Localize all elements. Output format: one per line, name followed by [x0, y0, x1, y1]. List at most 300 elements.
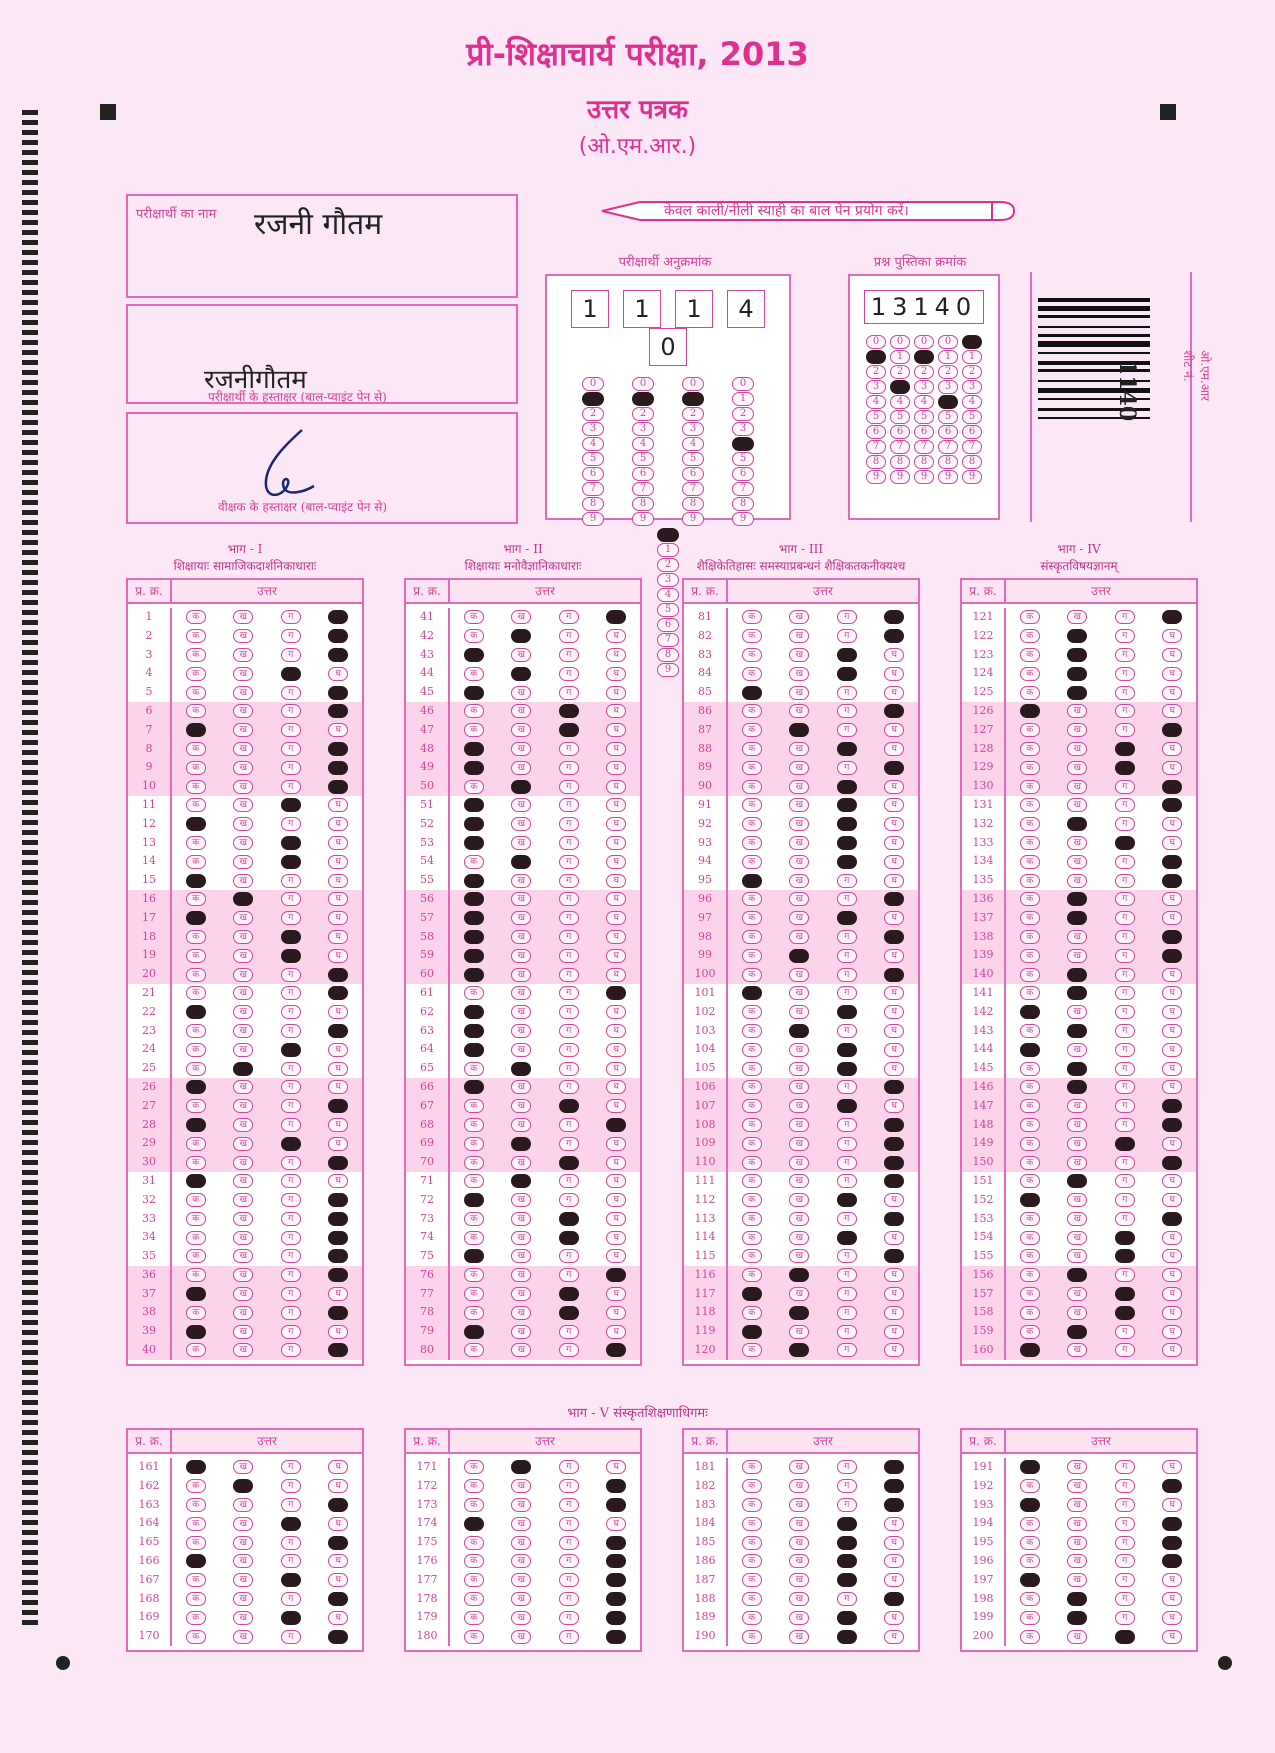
answer-bubble[interactable]: क	[1020, 1554, 1040, 1568]
answer-bubble[interactable]: क	[464, 1062, 484, 1076]
answer-bubble[interactable]: ग	[281, 1287, 301, 1301]
answer-bubble[interactable]: ख	[1067, 1212, 1087, 1226]
answer-bubble[interactable]: ख	[1067, 1498, 1087, 1512]
answer-bubble[interactable]: क	[1020, 648, 1040, 662]
answer-bubble[interactable]: क	[1020, 1498, 1040, 1512]
answer-bubble[interactable]: क	[186, 1062, 206, 1076]
answer-bubble[interactable]: ख	[233, 1193, 253, 1207]
digit-bubble[interactable]: 1	[866, 350, 886, 364]
digit-bubble[interactable]: 8	[866, 455, 886, 469]
answer-bubble[interactable]: ख	[233, 1212, 253, 1226]
answer-bubble[interactable]: घ	[1162, 1043, 1182, 1057]
answer-bubble[interactable]: घ	[1162, 686, 1182, 700]
answer-bubble[interactable]: घ	[1162, 1024, 1182, 1038]
answer-bubble[interactable]: घ	[884, 1024, 904, 1038]
digit-bubble[interactable]: 4	[962, 395, 982, 409]
answer-bubble[interactable]: ग	[1115, 911, 1135, 925]
answer-bubble[interactable]: ग	[1115, 610, 1135, 624]
answer-bubble[interactable]: क	[464, 1536, 484, 1550]
answer-bubble[interactable]: ख	[511, 1118, 531, 1132]
answer-bubble[interactable]: क	[1020, 1249, 1040, 1263]
answer-bubble[interactable]: ख	[789, 1062, 809, 1076]
answer-bubble[interactable]: घ	[884, 1005, 904, 1019]
answer-bubble[interactable]: घ	[606, 817, 626, 831]
answer-bubble[interactable]: घ	[328, 1118, 348, 1132]
digit-bubble[interactable]: 5	[582, 452, 604, 466]
digit-bubble[interactable]: 7	[732, 482, 754, 496]
answer-bubble[interactable]: ख	[511, 648, 531, 662]
answer-bubble[interactable]: क	[464, 742, 484, 756]
answer-bubble[interactable]: ख	[233, 836, 253, 850]
answer-bubble[interactable]: ग	[1115, 930, 1135, 944]
answer-bubble[interactable]: घ	[606, 1174, 626, 1188]
answer-bubble[interactable]: घ	[606, 1249, 626, 1263]
answer-bubble[interactable]: घ	[606, 798, 626, 812]
answer-bubble[interactable]: ख	[1067, 723, 1087, 737]
answer-bubble[interactable]: क	[742, 949, 762, 963]
answer-bubble[interactable]: ख	[1067, 1268, 1087, 1282]
answer-bubble[interactable]: क	[464, 1592, 484, 1606]
answer-bubble[interactable]: ख	[233, 723, 253, 737]
answer-bubble[interactable]: घ	[884, 1118, 904, 1132]
answer-bubble[interactable]: घ	[328, 1536, 348, 1550]
answer-bubble[interactable]: ख	[1067, 1024, 1087, 1038]
answer-bubble[interactable]: घ	[606, 648, 626, 662]
answer-bubble[interactable]: ग	[559, 1517, 579, 1531]
answer-bubble[interactable]: क	[1020, 667, 1040, 681]
answer-bubble[interactable]: ग	[559, 723, 579, 737]
answer-bubble[interactable]: क	[742, 704, 762, 718]
answer-bubble[interactable]: क	[186, 1043, 206, 1057]
answer-bubble[interactable]: घ	[884, 648, 904, 662]
answer-bubble[interactable]: घ	[328, 1517, 348, 1531]
answer-bubble[interactable]: ख	[789, 1479, 809, 1493]
answer-bubble[interactable]: क	[1020, 1325, 1040, 1339]
answer-bubble[interactable]: ग	[837, 1099, 857, 1113]
answer-bubble[interactable]: ख	[511, 1231, 531, 1245]
answer-bubble[interactable]: ग	[1115, 798, 1135, 812]
answer-bubble[interactable]: ख	[511, 1268, 531, 1282]
answer-bubble[interactable]: ख	[233, 704, 253, 718]
answer-bubble[interactable]: ख	[1067, 855, 1087, 869]
answer-bubble[interactable]: ख	[233, 1287, 253, 1301]
answer-bubble[interactable]: ग	[837, 1005, 857, 1019]
answer-bubble[interactable]: क	[1020, 1536, 1040, 1550]
answer-bubble[interactable]: ग	[837, 1174, 857, 1188]
answer-bubble[interactable]: क	[1020, 817, 1040, 831]
answer-bubble[interactable]: क	[186, 930, 206, 944]
digit-bubble[interactable]: 7	[682, 482, 704, 496]
answer-bubble[interactable]: क	[742, 836, 762, 850]
digit-bubble[interactable]: 1	[632, 392, 654, 406]
answer-bubble[interactable]: ग	[559, 780, 579, 794]
answer-bubble[interactable]: घ	[328, 1498, 348, 1512]
digit-bubble[interactable]: 0	[890, 335, 910, 349]
digit-bubble[interactable]: 7	[657, 633, 679, 647]
answer-bubble[interactable]: ग	[559, 1611, 579, 1625]
answer-bubble[interactable]: ख	[789, 1498, 809, 1512]
answer-bubble[interactable]: ख	[511, 1156, 531, 1170]
answer-bubble[interactable]: क	[742, 1156, 762, 1170]
answer-bubble[interactable]: ग	[559, 1174, 579, 1188]
answer-bubble[interactable]: ग	[837, 968, 857, 982]
answer-bubble[interactable]: ग	[281, 1099, 301, 1113]
answer-bubble[interactable]: ख	[1067, 1343, 1087, 1357]
answer-bubble[interactable]: घ	[606, 1325, 626, 1339]
answer-bubble[interactable]: ग	[1115, 1268, 1135, 1282]
answer-bubble[interactable]: ग	[1115, 949, 1135, 963]
answer-bubble[interactable]: क	[1020, 704, 1040, 718]
answer-bubble[interactable]: ख	[233, 1479, 253, 1493]
answer-bubble[interactable]: ग	[837, 1573, 857, 1587]
answer-bubble[interactable]: ख	[233, 1630, 253, 1644]
answer-bubble[interactable]: क	[186, 1118, 206, 1132]
digit-bubble[interactable]: 8	[582, 497, 604, 511]
answer-bubble[interactable]: क	[186, 1005, 206, 1019]
answer-bubble[interactable]: क	[742, 648, 762, 662]
answer-bubble[interactable]: ग	[281, 1137, 301, 1151]
digit-bubble[interactable]: 1	[582, 392, 604, 406]
answer-bubble[interactable]: घ	[606, 742, 626, 756]
answer-bubble[interactable]: घ	[1162, 817, 1182, 831]
answer-bubble[interactable]: ख	[233, 686, 253, 700]
answer-bubble[interactable]: ख	[1067, 742, 1087, 756]
answer-bubble[interactable]: घ	[606, 949, 626, 963]
answer-bubble[interactable]: क	[1020, 1573, 1040, 1587]
answer-bubble[interactable]: क	[1020, 1592, 1040, 1606]
answer-bubble[interactable]: ख	[511, 798, 531, 812]
answer-bubble[interactable]: घ	[1162, 648, 1182, 662]
answer-bubble[interactable]: घ	[606, 1592, 626, 1606]
answer-bubble[interactable]: ग	[837, 629, 857, 643]
answer-bubble[interactable]: क	[742, 1536, 762, 1550]
answer-bubble[interactable]: ग	[837, 1231, 857, 1245]
answer-bubble[interactable]: ग	[281, 1212, 301, 1226]
answer-bubble[interactable]: ग	[559, 629, 579, 643]
answer-bubble[interactable]: ख	[789, 1174, 809, 1188]
answer-bubble[interactable]: ग	[1115, 1343, 1135, 1357]
answer-bubble[interactable]: घ	[606, 1287, 626, 1301]
answer-bubble[interactable]: ग	[559, 930, 579, 944]
answer-bubble[interactable]: ग	[559, 1043, 579, 1057]
answer-bubble[interactable]: ग	[837, 1024, 857, 1038]
digit-bubble[interactable]: 9	[632, 512, 654, 526]
answer-bubble[interactable]: ख	[233, 1536, 253, 1550]
answer-bubble[interactable]: ग	[281, 1043, 301, 1057]
answer-bubble[interactable]: क	[1020, 836, 1040, 850]
answer-bubble[interactable]: घ	[328, 1592, 348, 1606]
answer-bubble[interactable]: क	[742, 911, 762, 925]
answer-bubble[interactable]: ग	[281, 1156, 301, 1170]
answer-bubble[interactable]: घ	[328, 629, 348, 643]
answer-bubble[interactable]: ग	[1115, 629, 1135, 643]
answer-bubble[interactable]: क	[1020, 930, 1040, 944]
answer-bubble[interactable]: ख	[1067, 1287, 1087, 1301]
answer-bubble[interactable]: क	[464, 1611, 484, 1625]
answer-bubble[interactable]: ख	[789, 1306, 809, 1320]
answer-bubble[interactable]: क	[186, 1554, 206, 1568]
answer-bubble[interactable]: ख	[789, 1249, 809, 1263]
answer-bubble[interactable]: ग	[559, 704, 579, 718]
answer-bubble[interactable]: ग	[281, 1343, 301, 1357]
answer-bubble[interactable]: ग	[1115, 1479, 1135, 1493]
answer-bubble[interactable]: क	[742, 1137, 762, 1151]
answer-bubble[interactable]: घ	[328, 1137, 348, 1151]
answer-bubble[interactable]: ग	[281, 1325, 301, 1339]
answer-bubble[interactable]: क	[464, 968, 484, 982]
digit-bubble[interactable]: 6	[938, 425, 958, 439]
answer-bubble[interactable]: क	[1020, 1268, 1040, 1282]
answer-bubble[interactable]: घ	[1162, 1536, 1182, 1550]
answer-bubble[interactable]: ग	[837, 610, 857, 624]
answer-bubble[interactable]: क	[1020, 780, 1040, 794]
answer-bubble[interactable]: क	[186, 1536, 206, 1550]
answer-bubble[interactable]: घ	[328, 1630, 348, 1644]
answer-bubble[interactable]: ख	[511, 1573, 531, 1587]
answer-bubble[interactable]: ख	[789, 761, 809, 775]
answer-bubble[interactable]: क	[186, 1592, 206, 1606]
answer-bubble[interactable]: ख	[1067, 610, 1087, 624]
answer-bubble[interactable]: घ	[328, 1268, 348, 1282]
answer-bubble[interactable]: ग	[559, 1005, 579, 1019]
answer-bubble[interactable]: ख	[789, 1343, 809, 1357]
answer-bubble[interactable]: ख	[1067, 1005, 1087, 1019]
answer-bubble[interactable]: ख	[511, 986, 531, 1000]
answer-bubble[interactable]: घ	[606, 1498, 626, 1512]
answer-bubble[interactable]: ख	[511, 1325, 531, 1339]
answer-bubble[interactable]: ग	[837, 742, 857, 756]
answer-bubble[interactable]: ख	[511, 892, 531, 906]
answer-bubble[interactable]: ग	[559, 892, 579, 906]
answer-bubble[interactable]: ख	[233, 1343, 253, 1357]
answer-bubble[interactable]: क	[742, 723, 762, 737]
digit-bubble[interactable]: 3	[732, 422, 754, 436]
answer-bubble[interactable]: घ	[328, 1554, 348, 1568]
answer-bubble[interactable]: ग	[281, 949, 301, 963]
answer-bubble[interactable]: क	[186, 1268, 206, 1282]
answer-bubble[interactable]: क	[1020, 1118, 1040, 1132]
answer-bubble[interactable]: क	[464, 836, 484, 850]
answer-bubble[interactable]: ग	[281, 986, 301, 1000]
answer-bubble[interactable]: क	[742, 1249, 762, 1263]
answer-bubble[interactable]: ग	[281, 742, 301, 756]
digit-bubble[interactable]: 6	[732, 467, 754, 481]
answer-bubble[interactable]: ग	[281, 1611, 301, 1625]
answer-bubble[interactable]: क	[464, 704, 484, 718]
answer-bubble[interactable]: घ	[328, 874, 348, 888]
answer-bubble[interactable]: क	[464, 855, 484, 869]
answer-bubble[interactable]: क	[186, 780, 206, 794]
answer-bubble[interactable]: क	[186, 1343, 206, 1357]
answer-bubble[interactable]: घ	[606, 1343, 626, 1357]
answer-bubble[interactable]: ग	[559, 1249, 579, 1263]
answer-bubble[interactable]: घ	[884, 874, 904, 888]
answer-bubble[interactable]: ग	[281, 686, 301, 700]
answer-bubble[interactable]: घ	[884, 742, 904, 756]
answer-bubble[interactable]: ख	[233, 986, 253, 1000]
digit-bubble[interactable]: 2	[914, 365, 934, 379]
answer-bubble[interactable]: घ	[1162, 968, 1182, 982]
answer-bubble[interactable]: क	[186, 1573, 206, 1587]
answer-bubble[interactable]: क	[1020, 1062, 1040, 1076]
answer-bubble[interactable]: ख	[1067, 1592, 1087, 1606]
answer-bubble[interactable]: घ	[884, 723, 904, 737]
answer-bubble[interactable]: घ	[1162, 667, 1182, 681]
digit-bubble[interactable]: 3	[938, 380, 958, 394]
digit-bubble[interactable]: 6	[657, 618, 679, 632]
answer-bubble[interactable]: क	[464, 911, 484, 925]
digit-bubble[interactable]: 1	[682, 392, 704, 406]
answer-bubble[interactable]: क	[186, 968, 206, 982]
answer-bubble[interactable]: घ	[1162, 1249, 1182, 1263]
answer-bubble[interactable]: घ	[884, 667, 904, 681]
answer-bubble[interactable]: ग	[281, 667, 301, 681]
answer-bubble[interactable]: ग	[1115, 817, 1135, 831]
digit-bubble[interactable]: 8	[682, 497, 704, 511]
answer-bubble[interactable]: ग	[559, 1062, 579, 1076]
answer-bubble[interactable]: क	[742, 667, 762, 681]
answer-bubble[interactable]: क	[464, 1193, 484, 1207]
answer-bubble[interactable]: क	[742, 1062, 762, 1076]
answer-bubble[interactable]: ख	[1067, 1554, 1087, 1568]
answer-bubble[interactable]: क	[464, 1156, 484, 1170]
answer-bubble[interactable]: क	[186, 855, 206, 869]
answer-bubble[interactable]: क	[1020, 1156, 1040, 1170]
answer-bubble[interactable]: ग	[1115, 1325, 1135, 1339]
answer-bubble[interactable]: ग	[1115, 1231, 1135, 1245]
answer-bubble[interactable]: क	[1020, 1287, 1040, 1301]
answer-bubble[interactable]: ख	[1067, 1536, 1087, 1550]
answer-bubble[interactable]: ख	[1067, 1306, 1087, 1320]
answer-bubble[interactable]: ख	[511, 1080, 531, 1094]
answer-bubble[interactable]: ग	[1115, 1630, 1135, 1644]
answer-bubble[interactable]: घ	[606, 892, 626, 906]
answer-bubble[interactable]: क	[464, 1306, 484, 1320]
answer-bubble[interactable]: ख	[233, 855, 253, 869]
answer-bubble[interactable]: ग	[837, 1554, 857, 1568]
digit-bubble[interactable]: 4	[732, 437, 754, 451]
digit-bubble[interactable]: 5	[632, 452, 654, 466]
digit-bubble[interactable]: 2	[890, 365, 910, 379]
answer-bubble[interactable]: घ	[606, 1156, 626, 1170]
answer-bubble[interactable]: घ	[1162, 723, 1182, 737]
digit-bubble[interactable]: 1	[914, 350, 934, 364]
answer-bubble[interactable]: ख	[1067, 1193, 1087, 1207]
digit-bubble[interactable]: 8	[938, 455, 958, 469]
answer-bubble[interactable]: ख	[1067, 629, 1087, 643]
answer-bubble[interactable]: ख	[789, 1460, 809, 1474]
answer-bubble[interactable]: घ	[1162, 1592, 1182, 1606]
answer-bubble[interactable]: क	[186, 1156, 206, 1170]
digit-bubble[interactable]: 7	[914, 440, 934, 454]
answer-bubble[interactable]: ख	[511, 1137, 531, 1151]
answer-bubble[interactable]: ख	[511, 949, 531, 963]
answer-bubble[interactable]: क	[464, 949, 484, 963]
answer-bubble[interactable]: ग	[837, 930, 857, 944]
answer-bubble[interactable]: ख	[233, 1099, 253, 1113]
answer-bubble[interactable]: क	[742, 1212, 762, 1226]
answer-bubble[interactable]: ग	[1115, 1080, 1135, 1094]
answer-bubble[interactable]: घ	[1162, 874, 1182, 888]
answer-bubble[interactable]: ख	[233, 629, 253, 643]
answer-bubble[interactable]: ख	[1067, 761, 1087, 775]
answer-bubble[interactable]: घ	[606, 1231, 626, 1245]
digit-bubble[interactable]: 5	[682, 452, 704, 466]
answer-bubble[interactable]: ग	[1115, 1592, 1135, 1606]
answer-bubble[interactable]: ख	[511, 1592, 531, 1606]
answer-bubble[interactable]: घ	[328, 686, 348, 700]
answer-bubble[interactable]: घ	[884, 1306, 904, 1320]
answer-bubble[interactable]: घ	[328, 949, 348, 963]
answer-bubble[interactable]: ख	[511, 1611, 531, 1625]
answer-bubble[interactable]: ग	[281, 723, 301, 737]
answer-bubble[interactable]: ख	[789, 686, 809, 700]
answer-bubble[interactable]: ग	[837, 648, 857, 662]
answer-bubble[interactable]: घ	[884, 986, 904, 1000]
answer-bubble[interactable]: क	[464, 1249, 484, 1263]
answer-bubble[interactable]: घ	[1162, 1498, 1182, 1512]
answer-bubble[interactable]: ग	[1115, 874, 1135, 888]
answer-bubble[interactable]: घ	[606, 1118, 626, 1132]
answer-bubble[interactable]: ग	[281, 648, 301, 662]
digit-bubble[interactable]: 5	[890, 410, 910, 424]
answer-bubble[interactable]: क	[464, 667, 484, 681]
answer-bubble[interactable]: घ	[606, 1099, 626, 1113]
answer-bubble[interactable]: क	[464, 817, 484, 831]
answer-bubble[interactable]: ख	[1067, 1611, 1087, 1625]
answer-bubble[interactable]: घ	[1162, 1287, 1182, 1301]
answer-bubble[interactable]: क	[464, 1630, 484, 1644]
answer-bubble[interactable]: ग	[1115, 1554, 1135, 1568]
answer-bubble[interactable]: घ	[328, 817, 348, 831]
answer-bubble[interactable]: ग	[837, 1137, 857, 1151]
answer-bubble[interactable]: ख	[233, 1306, 253, 1320]
answer-bubble[interactable]: घ	[328, 855, 348, 869]
answer-bubble[interactable]: ग	[281, 817, 301, 831]
answer-bubble[interactable]: क	[742, 1231, 762, 1245]
answer-bubble[interactable]: घ	[884, 1592, 904, 1606]
answer-bubble[interactable]: ख	[789, 1573, 809, 1587]
answer-bubble[interactable]: ख	[233, 1137, 253, 1151]
answer-bubble[interactable]: घ	[884, 1573, 904, 1587]
answer-bubble[interactable]: घ	[606, 1043, 626, 1057]
answer-bubble[interactable]: ख	[789, 949, 809, 963]
answer-bubble[interactable]: ग	[1115, 686, 1135, 700]
answer-bubble[interactable]: ग	[559, 1325, 579, 1339]
answer-bubble[interactable]: क	[742, 1118, 762, 1132]
answer-bubble[interactable]: क	[464, 1231, 484, 1245]
answer-bubble[interactable]: क	[742, 1043, 762, 1057]
answer-bubble[interactable]: ग	[837, 1268, 857, 1282]
answer-bubble[interactable]: ख	[511, 780, 531, 794]
answer-bubble[interactable]: घ	[884, 1517, 904, 1531]
answer-bubble[interactable]: ख	[1067, 1137, 1087, 1151]
answer-bubble[interactable]: घ	[884, 704, 904, 718]
answer-bubble[interactable]: क	[1020, 1043, 1040, 1057]
answer-bubble[interactable]: ग	[559, 1193, 579, 1207]
answer-bubble[interactable]: ग	[837, 949, 857, 963]
answer-bubble[interactable]: क	[1020, 629, 1040, 643]
answer-bubble[interactable]: क	[742, 855, 762, 869]
answer-bubble[interactable]: ख	[233, 1005, 253, 1019]
answer-bubble[interactable]: ग	[1115, 1573, 1135, 1587]
answer-bubble[interactable]: ख	[511, 855, 531, 869]
digit-bubble[interactable]: 5	[962, 410, 982, 424]
answer-bubble[interactable]: घ	[328, 1249, 348, 1263]
digit-bubble[interactable]: 1	[657, 543, 679, 557]
answer-bubble[interactable]: क	[742, 761, 762, 775]
answer-bubble[interactable]: घ	[328, 1156, 348, 1170]
